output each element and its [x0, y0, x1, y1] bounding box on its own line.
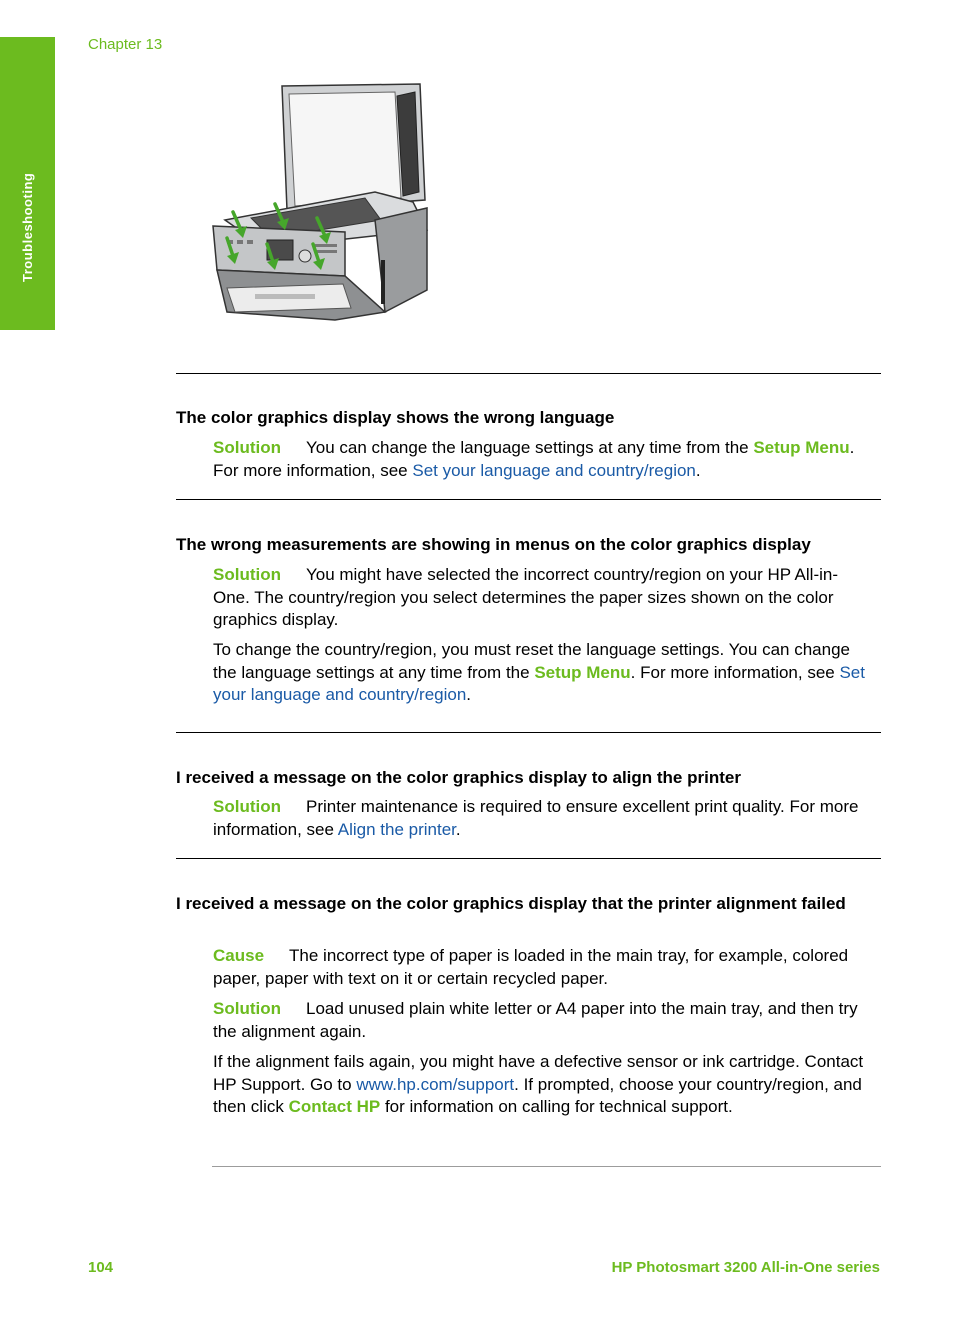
chapter-label: Chapter 13: [88, 36, 163, 53]
section-divider: [176, 373, 881, 374]
section-divider: [176, 858, 881, 859]
solution-label: Solution: [213, 999, 281, 1018]
section-heading: The color graphics display shows the wrong language: [176, 408, 615, 427]
body-paragraph: If the alignment fails again, you might have a defective sensor or ink cartridge. Contact HP Support. Go to www.hp.com/support. If prompted, choose your country/region, and then click Contact HP for information on calling for technical support.: [213, 1052, 864, 1117]
section-divider: [176, 499, 881, 500]
contact-hp-label: Contact HP: [288, 1097, 381, 1117]
solution-paragraph: Solution You can change the language settings at any time from the Setup Menu. For more information, see Set your language and country/region.: [213, 438, 855, 480]
dial-control: [299, 250, 311, 262]
solution-paragraph: Solution Printer maintenance is required to ensure excellent print quality. For more information, see Align the printer.: [213, 797, 859, 839]
cause-label: Cause: [213, 946, 265, 965]
solution-label: Solution: [213, 565, 281, 584]
section-heading: I received a message on the color graphics display that the printer alignment failed: [176, 894, 846, 913]
solution-paragraph: Solution Load unused plain white letter or A4 paper into the main tray, and then try the alignment again.: [213, 999, 858, 1041]
language-link[interactable]: Set your language and country/region: [213, 662, 865, 705]
printer-illustration: [205, 80, 437, 326]
hp-support-link[interactable]: www.hp.com/support: [356, 1074, 515, 1094]
solution-label: Solution: [213, 797, 281, 816]
body-paragraph: To change the country/region, you must reset the language settings. You can change the language settings at any time from the Setup Menu. For more information, see Set your language and country/region.: [213, 640, 865, 705]
setup-menu-label: Setup Menu: [753, 438, 850, 457]
section-heading: The wrong measurements are showing in menus on the color graphics display: [176, 535, 811, 554]
side-tab: [0, 37, 55, 330]
align-printer-link[interactable]: Align the printer: [337, 819, 456, 839]
side-tab-label: Troubleshooting: [20, 172, 35, 282]
end-divider: [212, 1166, 881, 1167]
setup-menu-label: Setup Menu: [534, 662, 631, 682]
card-slot: [381, 260, 385, 304]
section-heading: I received a message on the color graphics display to align the printer: [176, 768, 741, 787]
solution-paragraph: Solution You might have selected the incorrect country/region on your HP All-in-One. The country/region you select determines the paper sizes shown on the color graphics display.: [213, 565, 838, 630]
page-number: 104: [88, 1259, 114, 1276]
product-name: HP Photosmart 3200 All-in-One series: [611, 1259, 880, 1276]
language-link[interactable]: Set your language and country/region: [412, 460, 696, 480]
solution-label: Solution: [213, 438, 281, 457]
cause-paragraph: Cause The incorrect type of paper is loaded in the main tray, for example, colored paper, paper with text on it or certain recycled paper.: [213, 946, 849, 988]
section-divider: [176, 732, 881, 733]
